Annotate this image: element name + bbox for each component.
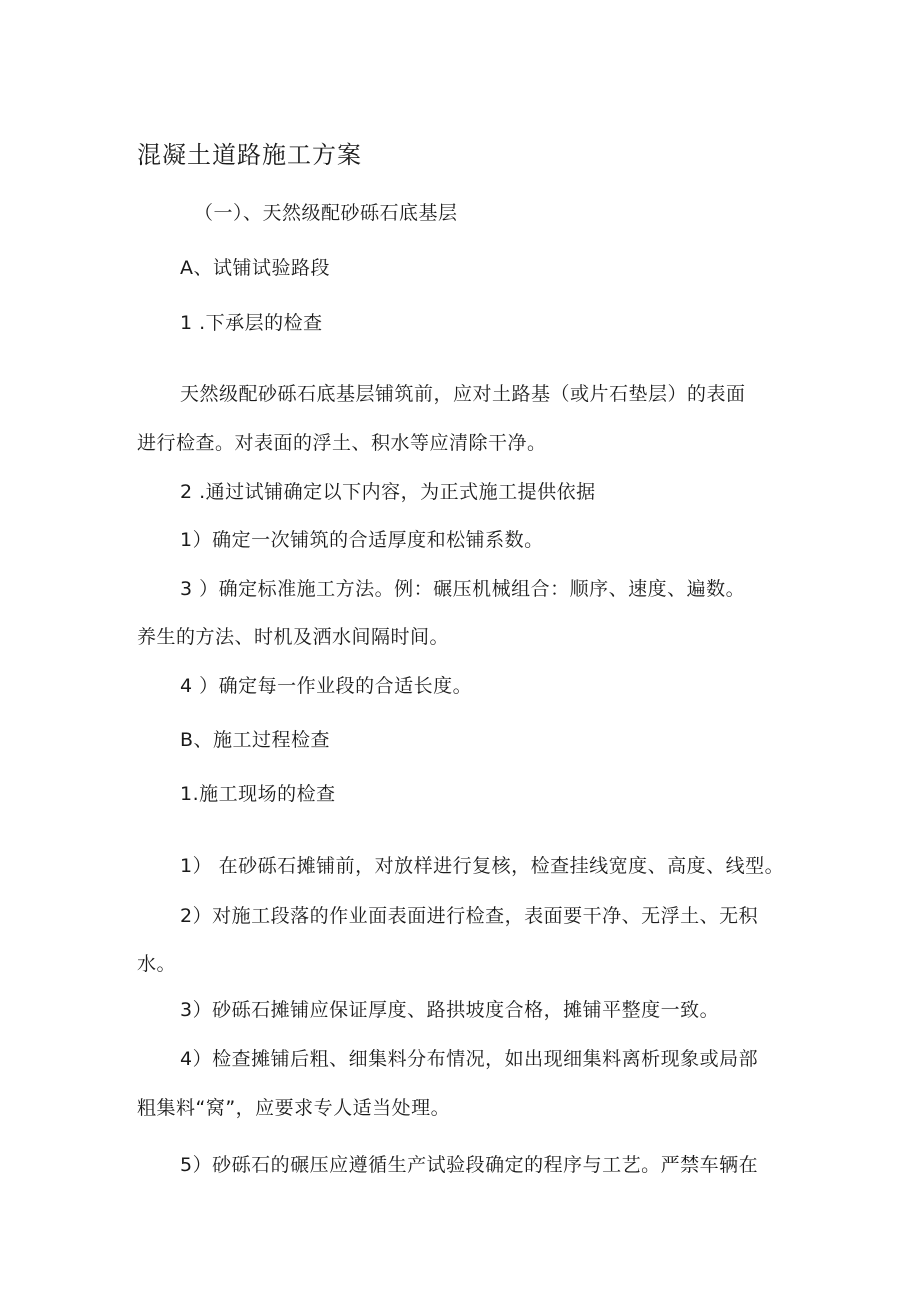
list-item: 3 ）确定标准施工方法。例：碾压机械组合：顺序、速度、遍数。	[180, 578, 746, 600]
list-item: 4 ）确定每一作业段的合适长度。	[180, 675, 473, 697]
section-heading-natural-gravel-subbase: （一）、天然级配砂砾石底基层	[194, 202, 458, 224]
paragraph-line: 进行检查。对表面的浮土、积水等应清除干净。	[137, 432, 547, 454]
item-heading-subgrade-check: 1 .下承层的检查	[180, 312, 323, 334]
paragraph-line: 养生的方法、时机及洒水间隔时间。	[137, 626, 450, 648]
list-item: 2）对施工段落的作业面表面进行检查，表面要干净、无浮土、无积	[180, 905, 759, 927]
item-heading-site-check: 1.施工现场的检查	[180, 783, 336, 805]
document-title: 混凝土道路施工方案	[137, 141, 362, 169]
paragraph-line: 粗集料“窝”，应要求专人适当处理。	[137, 1097, 451, 1119]
subsection-heading-trial-section: A、试铺试验路段	[180, 257, 330, 279]
item-heading-trial-content: 2 .通过试铺确定以下内容，为正式施工提供依据	[180, 481, 596, 503]
list-item: 4）检查摊铺后粗、细集料分布情况，如出现细集料离析现象或局部	[180, 1048, 759, 1070]
list-item: 5）砂砾石的碾压应遵循生产试验段确定的程序与工艺。严禁车辆在	[180, 1154, 759, 1176]
list-item: 1）确定一次铺筑的合适厚度和松铺系数。	[180, 529, 544, 551]
paragraph-line: 天然级配砂砾石底基层铺筑前，应对土路基（或片石垫层）的表面	[180, 383, 746, 405]
list-item: 1） 在砂砾石摊铺前，对放样进行复核，检查挂线宽度、高度、线型。	[180, 855, 785, 877]
paragraph-line: 水。	[137, 953, 177, 975]
list-item: 3）砂砾石摊铺应保证厚度、路拱坡度合格，摊铺平整度一致。	[180, 999, 720, 1021]
subsection-heading-process-check: B、施工过程检查	[180, 729, 331, 751]
